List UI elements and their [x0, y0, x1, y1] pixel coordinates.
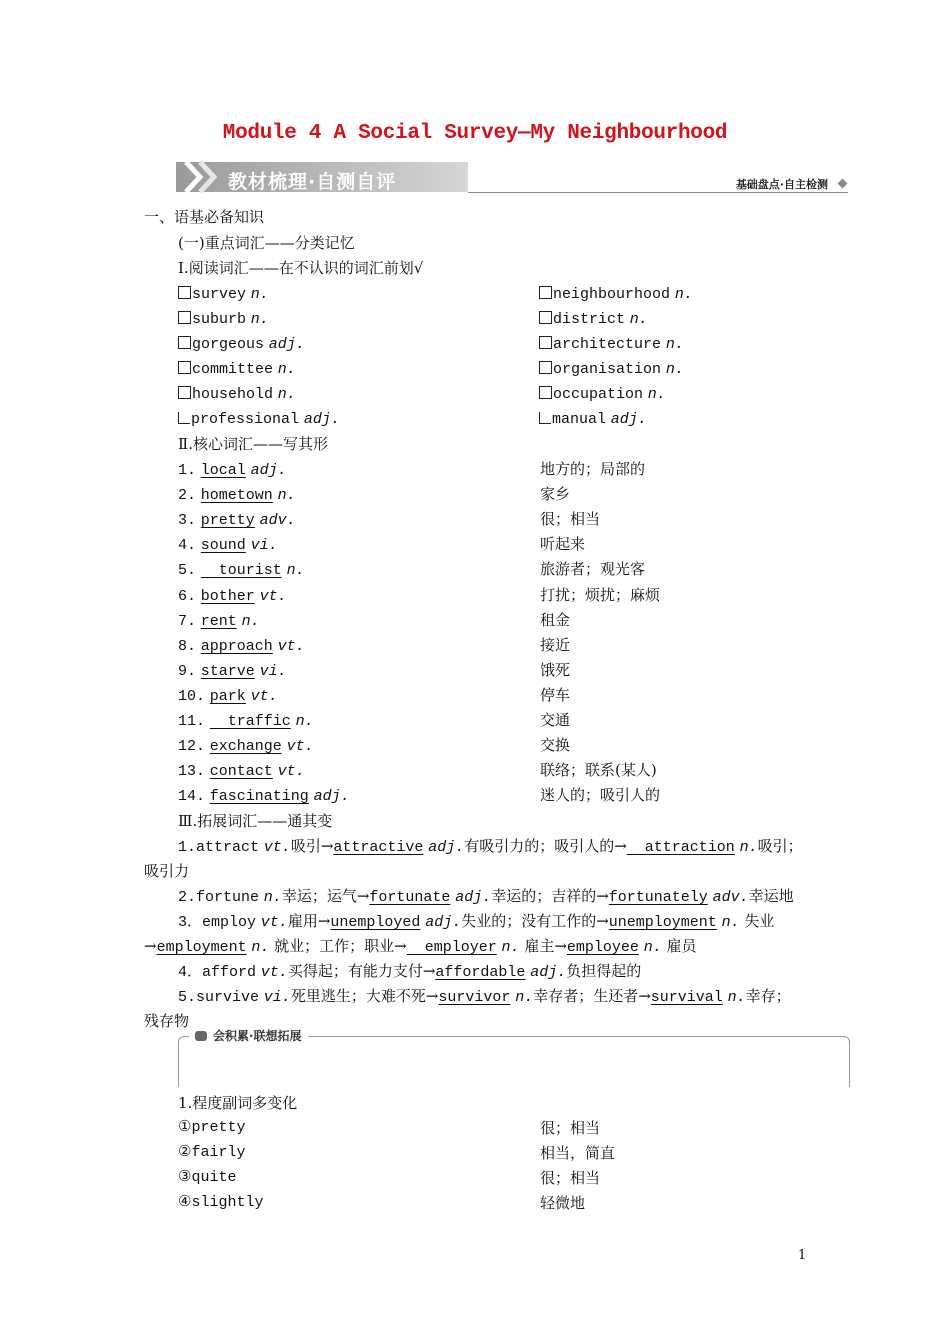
- section-banner: [176, 158, 848, 196]
- extension-line-3b: →employment n. 就业；工作；职业→ employer n. 雇主→employee n. 雇员: [144, 937, 697, 956]
- adverb-item: ①pretty: [178, 1119, 246, 1136]
- vocab-word: manual: [552, 411, 607, 428]
- core-item: [178, 760, 305, 782]
- banner-title: 教材梳理·自测自评: [228, 171, 397, 193]
- vocab-item: [178, 383, 296, 405]
- adverb-meaning: 很；相当: [540, 1119, 601, 1137]
- extension-line-1: 1.attract vt.吸引→attractive adj.有吸引力的；吸引人的→ attraction n.吸引；: [178, 837, 803, 856]
- item-meaning: 地方的；局部的: [540, 460, 646, 478]
- vocab-item: [178, 358, 296, 380]
- item-pos: vt.: [259, 587, 287, 605]
- vocab-word: district: [553, 311, 626, 328]
- vocab-item: [178, 408, 340, 430]
- item-pos: vt.: [277, 637, 305, 655]
- answer-word: sound: [200, 537, 246, 555]
- item-meaning: 听起来: [540, 535, 586, 554]
- item-meaning: 打扰；烦扰；麻烦: [540, 585, 661, 604]
- item-number: 1.: [178, 462, 197, 479]
- extension-line-5b: 残存物: [144, 1012, 190, 1030]
- item-pos: n.: [286, 562, 305, 580]
- tip-panel: [178, 1029, 850, 1087]
- core-item: [178, 785, 350, 807]
- checkbox-icon[interactable]: [178, 361, 191, 374]
- adverb-item: ③quite: [178, 1169, 237, 1186]
- vocab-item: [539, 408, 647, 430]
- item-meaning: 家乡: [540, 485, 571, 504]
- vocab-word: neighbourhood: [553, 286, 671, 303]
- item-pos: n.: [241, 612, 260, 630]
- item-meaning: 饿死: [540, 660, 571, 679]
- item-number: 13.: [178, 763, 206, 781]
- checkbox-icon[interactable]: [178, 386, 191, 399]
- answer-word: traffic: [209, 713, 291, 730]
- answer-word: approach: [200, 637, 273, 655]
- item-pos: adj.: [313, 788, 350, 806]
- vocab-word: gorgeous: [192, 336, 265, 353]
- item-pos: vi.: [250, 537, 278, 555]
- vocab-word: occupation: [553, 386, 644, 403]
- item-meaning: 停车: [540, 685, 571, 704]
- vocab-item: [178, 283, 269, 305]
- item-number: 8.: [178, 637, 197, 655]
- vocab-word: survey: [192, 286, 247, 303]
- core-item: [178, 660, 287, 682]
- core-item: [178, 559, 305, 581]
- item-meaning: 交通: [540, 711, 571, 729]
- answer-word: local: [200, 462, 246, 479]
- adverb-meaning: 相当，简直: [540, 1144, 616, 1162]
- item-pos: adv.: [259, 512, 296, 530]
- extension-line-2: 2.fortune n.幸运；运气→fortunate adj.幸运的；吉祥的→fortunately adv.幸运地: [178, 887, 794, 906]
- subsection-heading: (一)重点词汇——分类记忆: [178, 234, 355, 252]
- item-number: 2.: [178, 487, 197, 505]
- extension-line-3: 3．employ vt.雇用→unemployed adj.失业的；没有工作的→unemployment n. 失业: [178, 912, 775, 931]
- vocab-item: [539, 383, 666, 405]
- vocab-pos: n.: [647, 386, 666, 403]
- core-item: [178, 610, 260, 632]
- vocab-pos: n.: [250, 311, 269, 328]
- item-pos: n.: [295, 713, 314, 730]
- vocab-word: suburb: [192, 311, 247, 328]
- page-number: 1: [798, 1248, 807, 1263]
- checkbox-icon[interactable]: [539, 412, 551, 424]
- item-pos: vt.: [286, 738, 314, 756]
- vocab-pos: n.: [665, 336, 684, 353]
- core-item: [178, 484, 296, 506]
- item-meaning: 旅游者；观光客: [540, 560, 646, 579]
- vocab-pos: n.: [277, 361, 296, 378]
- checkbox-icon[interactable]: [178, 412, 190, 424]
- vocab-word: committee: [192, 361, 274, 378]
- item-number: 4.: [178, 537, 197, 555]
- part3-heading: Ⅲ.拓展词汇——通其变: [178, 812, 333, 830]
- item-number: 9.: [178, 662, 197, 680]
- core-item: [178, 585, 287, 607]
- core-item: [178, 685, 278, 707]
- item-number: 12.: [178, 738, 206, 756]
- item-number: 3.: [178, 512, 197, 530]
- part1-heading: Ⅰ.阅读词汇——在不认识的词汇前划√: [178, 259, 424, 277]
- checkbox-icon[interactable]: [178, 286, 191, 299]
- vocab-item: [539, 358, 684, 380]
- vocab-pos: n.: [250, 286, 269, 303]
- answer-word: rent: [200, 612, 237, 630]
- vocab-item: [539, 333, 684, 355]
- answer-word: tourist: [200, 562, 282, 580]
- adverb-item: ④slightly: [178, 1194, 264, 1211]
- item-number: 5.: [178, 562, 197, 580]
- core-item: [178, 710, 314, 732]
- item-pos: vt.: [277, 763, 305, 781]
- answer-word: contact: [209, 763, 273, 781]
- item-meaning: 很；相当: [540, 510, 601, 529]
- core-item: [178, 534, 278, 556]
- panel-heading: 会积累·联想拓展: [189, 1027, 308, 1044]
- answer-word: bother: [200, 587, 255, 605]
- item-meaning: 接近: [540, 635, 571, 654]
- adverb-item: ②fairly: [178, 1144, 246, 1161]
- vocab-pos: n.: [674, 286, 693, 303]
- extension-line-1b: 吸引力: [144, 862, 190, 880]
- vocab-pos: adj.: [303, 411, 340, 428]
- checkbox-icon[interactable]: [539, 386, 552, 399]
- diamond-icon: [838, 179, 848, 189]
- adverb-meaning: 很；相当: [540, 1169, 601, 1187]
- core-item: [178, 459, 287, 481]
- extension-line-4: 4．afford vt.买得起；有能力支付→affordable adj.负担得起的: [178, 962, 642, 981]
- banner-subtitle: 基础盘点·自主检测: [735, 178, 828, 191]
- vocab-word: organisation: [553, 361, 662, 378]
- vocab-pos: n.: [277, 386, 296, 403]
- vocab-word: professional: [191, 411, 300, 428]
- item-meaning: 租金: [540, 610, 571, 629]
- vocab-pos: adj.: [268, 336, 305, 353]
- item-meaning: 交换: [540, 736, 571, 755]
- vocab-item: [178, 308, 269, 330]
- checkbox-icon[interactable]: [539, 311, 552, 324]
- item-number: 6.: [178, 587, 197, 605]
- answer-word: fascinating: [209, 788, 309, 806]
- item-number: 10.: [178, 687, 206, 705]
- item-number: 7.: [178, 612, 197, 630]
- core-item: [178, 735, 314, 757]
- item-meaning: 联络；联系(某人): [540, 761, 657, 780]
- vocab-item: [178, 333, 305, 355]
- item-pos: n.: [277, 487, 296, 505]
- vocab-pos: n.: [629, 311, 648, 328]
- chevron-icon: [180, 158, 230, 196]
- item-meaning: 迷人的；吸引人的: [540, 786, 661, 805]
- checkbox-icon[interactable]: [178, 336, 191, 349]
- item-pos: vi.: [259, 662, 287, 680]
- part4-heading: 1.程度副词多变化: [178, 1094, 298, 1112]
- core-item: [178, 635, 305, 657]
- page-title: Module 4 A Social Survey—My Neighbourhood: [222, 122, 728, 145]
- item-number: 14.: [178, 788, 206, 806]
- extension-line-5: 5.survive vi.死里逃生；大难不死→survivor n.幸存者；生还者→survival n.幸存；: [178, 987, 791, 1006]
- vocab-word: household: [192, 386, 274, 403]
- checkbox-icon[interactable]: [539, 361, 552, 374]
- vocab-pos: n.: [665, 361, 684, 378]
- item-pos: adj.: [250, 462, 287, 479]
- item-pos: vt.: [250, 687, 278, 705]
- part2-heading: Ⅱ.核心词汇——写其形: [178, 435, 328, 453]
- section-heading: 一、语基必备知识: [144, 208, 265, 226]
- answer-word: hometown: [200, 487, 273, 505]
- vocab-item: [539, 283, 693, 305]
- answer-word: pretty: [200, 512, 255, 530]
- item-number: 11.: [178, 713, 206, 730]
- checkbox-icon[interactable]: [178, 311, 191, 324]
- checkbox-icon[interactable]: [539, 336, 552, 349]
- book-icon: [195, 1031, 207, 1041]
- vocab-item: [539, 308, 648, 330]
- vocab-word: architecture: [553, 336, 662, 353]
- adverb-meaning: 轻微地: [540, 1194, 586, 1212]
- answer-word: starve: [200, 662, 255, 680]
- checkbox-icon[interactable]: [539, 286, 552, 299]
- answer-word: park: [209, 687, 246, 705]
- answer-word: exchange: [209, 738, 282, 756]
- banner-rule: [468, 192, 848, 193]
- core-item: [178, 509, 296, 531]
- vocab-pos: adj.: [610, 411, 647, 428]
